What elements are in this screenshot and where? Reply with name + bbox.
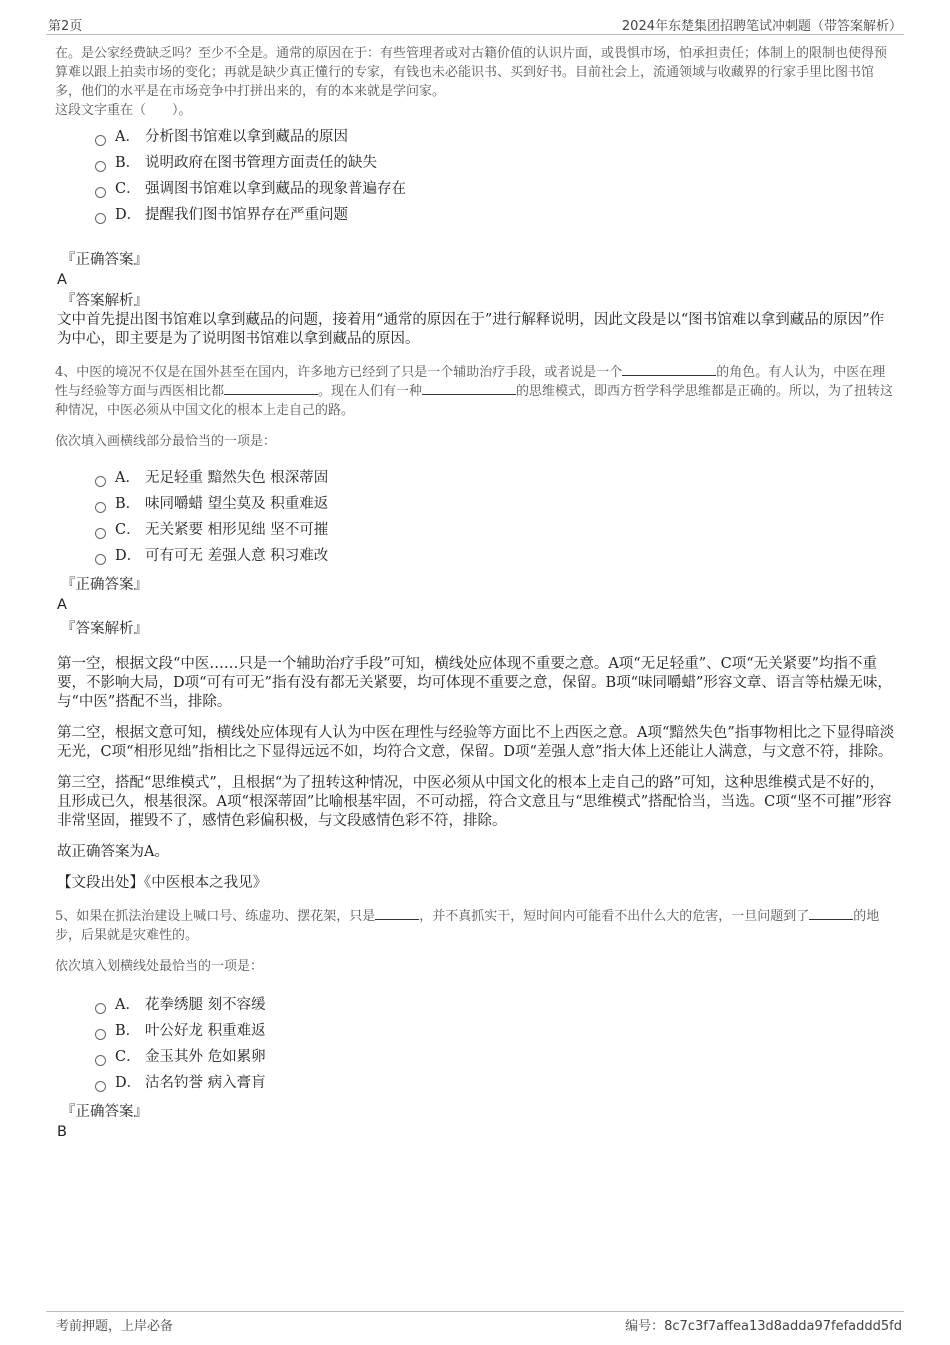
q5-option-a[interactable]: A． 花拳绣腿 刻不容缓 — [95, 994, 897, 1020]
radio-icon[interactable] — [95, 1055, 106, 1066]
q3-option-d[interactable]: D． 提醒我们图书馆界存在严重问题 — [95, 204, 897, 230]
radio-icon[interactable] — [95, 476, 106, 487]
q4-option-a[interactable]: A． 无足轻重 黯然失色 根深蒂固 — [95, 467, 897, 493]
q4-option-d[interactable]: D． 可有可无 差强人意 积习难改 — [95, 545, 897, 571]
q3-analysis-label: 『答案解析』 — [61, 293, 148, 309]
q5-question: 5、如果在抓法治建设上喊口号、练虚功、摆花架，只是 ，并不真抓实干，短时间内可能看不出什么大的危害，一旦问题到了 的地步，后果就是灾难性的。 — [55, 909, 880, 943]
q3-option-a[interactable]: A． 分析图书馆难以拿到藏品的原因 — [95, 126, 897, 152]
answer-blank — [375, 907, 419, 920]
document-title: 2024年东楚集团招聘笔试冲刺题（带答案解析） — [621, 19, 902, 34]
q4-option-b[interactable]: B． 味同嚼蜡 望尘莫及 积重难返 — [95, 493, 897, 519]
q5-answer-label: 『正确答案』 — [61, 1104, 148, 1120]
answer-blank — [422, 382, 516, 395]
q4-analysis-para-3: 第三空，搭配“思维模式”，且根据“为了扭转这种情况，中医必须从中国文化的根本上走自己的路”可知，这种思维模式是不好的，且形成已久，根基很深。A项“根深蒂固”比喻根基牢固，不可动摇，符合文意且与“思维模式”搭配恰当，当选。C项“坚不可摧”形容非常坚固，摧毁不了，感情色彩偏积极，与文段感情色彩不符，排除。 — [57, 775, 892, 829]
q4-options — [95, 467, 897, 571]
q5-option-c[interactable]: C． 金玉其外 危如累卵 — [95, 1046, 897, 1072]
q3-option-c[interactable]: C． 强调图书馆难以拿到藏品的现象普遍存在 — [95, 178, 897, 204]
q5-options — [95, 994, 897, 1098]
q5-stem: 依次填入划横线处最恰当的一项是： — [55, 959, 264, 974]
q5-option-b[interactable]: B． 叶公好龙 积重难返 — [95, 1020, 897, 1046]
q3-options — [95, 126, 897, 230]
answer-blank — [809, 907, 853, 920]
page-footer — [46, 1311, 904, 1334]
q4-stem: 依次填入画横线部分最恰当的一项是： — [55, 434, 277, 449]
q3-stem: 这段文字重在（ ）。 — [55, 103, 192, 118]
q4-analysis-label: 『答案解析』 — [61, 621, 148, 637]
q4-analysis-para-2: 第二空，根据文意可知，横线处应体现有人认为中医在理性与经验等方面比不上西医之意。A项“黯然失色”指事物相比之下显得暗淡无光，C项“相形见绌”指相比之下显得远远不如，均符合文意，保留。D项“差强人意”指大体上还能让人满意，与文意不符，排除。 — [57, 725, 895, 760]
radio-icon[interactable] — [95, 502, 106, 513]
q4-question: 4、中医的境况不仅是在国外甚至在国内，许多地方已经到了只是一个辅助治疗手段，或者说是一个 的角色。有人认为，中医在理性与经验等方面与西医相比都 。现在人们有一种 的思维模式，即西方哲学科学思维都是正确的。所以，为了扭转这种情况，中医必须从中国文化的根本上走自己的路。 — [55, 365, 894, 418]
q4-answer-label: 『正确答案』 — [61, 577, 148, 593]
q3-option-b[interactable]: B． 说明政府在图书管理方面责任的缺失 — [95, 152, 897, 178]
q4-source: 【文段出处】《中医根本之我见》 — [57, 875, 268, 891]
page-number: 第2页 — [48, 19, 83, 34]
radio-icon[interactable] — [95, 1081, 106, 1092]
q5-answer: B — [57, 1124, 67, 1140]
radio-icon[interactable] — [95, 161, 106, 172]
radio-icon[interactable] — [95, 213, 106, 224]
q3-passage: 在。是公家经费缺乏吗？至少不全是。通常的原因在于：有些管理者或对古籍价值的认识片面，或畏惧市场，怕承担责任；体制上的限制也使得预算难以跟上拍卖市场的变化；再就是缺少真正懂行的专家，有钱也未必能识书、买到好书。目前社会上，流通领域与收藏界的行家手里比图书馆多，他们的水平是在市场竞争中打拼出来的，有的本来就是学问家。 — [55, 46, 888, 99]
radio-icon[interactable] — [95, 135, 106, 146]
q3-analysis: 文中首先提出图书馆难以拿到藏品的问题，接着用“通常的原因在于”进行解释说明，因此文段是以“图书馆难以拿到藏品的原因”作为中心，即主要是为了说明图书馆难以拿到藏品的原因。 — [57, 312, 885, 347]
page-header — [46, 12, 904, 35]
radio-icon[interactable] — [95, 528, 106, 539]
q3-answer: A — [57, 272, 67, 288]
radio-icon[interactable] — [95, 1029, 106, 1040]
radio-icon[interactable] — [95, 554, 106, 565]
document-code: 编号：8c7c3f7affea13d8adda97fefaddd5fd — [625, 1319, 902, 1334]
q5-option-d[interactable]: D． 沽名钓誉 病入膏肓 — [95, 1072, 897, 1098]
page-content — [55, 44, 897, 1142]
answer-blank — [224, 382, 318, 395]
q3-answer-label: 『正确答案』 — [61, 252, 148, 268]
radio-icon[interactable] — [95, 187, 106, 198]
q4-conclusion: 故正确答案为A。 — [57, 844, 169, 860]
answer-blank — [622, 363, 716, 376]
q4-analysis-para-1: 第一空，根据文段“中医……只是一个辅助治疗手段”可知，横线处应体现不重要之意。A项“无足轻重”、C项“无关紧要”均指不重要，不影响大局，D项“可有可无”指有没有都无关紧要，均可体现不重要之意，保留。B项“味同嚼蜡”形容文章、语言等枯燥无味，与“中医”搭配不当，排除。 — [57, 656, 892, 710]
radio-icon[interactable] — [95, 1003, 106, 1014]
q4-option-c[interactable]: C． 无关紧要 相形见绌 坚不可摧 — [95, 519, 897, 545]
footer-slogan: 考前押题，上岸必备 — [56, 1319, 174, 1334]
q4-answer: A — [57, 597, 67, 613]
